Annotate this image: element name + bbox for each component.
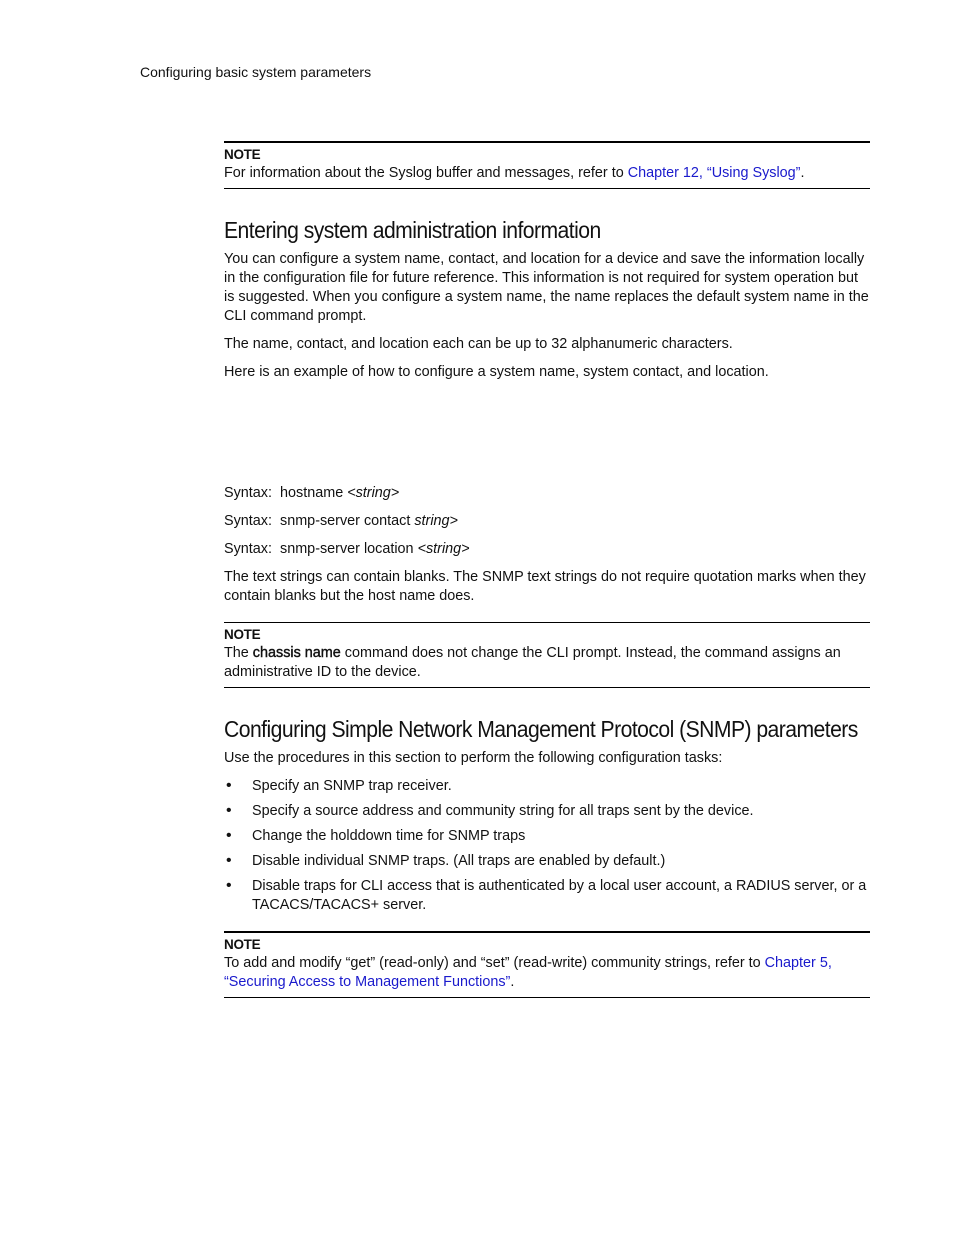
note-chassis-name (224, 622, 870, 688)
list-item (224, 827, 870, 846)
bullet-icon: • (226, 827, 232, 844)
note-text-before: For information about the Syslog buffer and messages, refer to (224, 165, 628, 181)
list-item-text: Specify an SNMP trap receiver. (252, 778, 452, 794)
syntax-snmp-contact (224, 512, 870, 531)
list-item-text: Specify a source address and community string for all traps sent by the device. (252, 803, 754, 819)
note-label: NOTE (224, 627, 261, 642)
syntax-arg: <string> (347, 485, 400, 501)
syntax-label: Syntax: (224, 541, 272, 557)
bullet-icon: • (226, 802, 232, 819)
list-item-text: Disable individual SNMP traps. (All traps are enabled by default.) (252, 853, 666, 869)
heading-snmp: Configuring Simple Network Management Protocol (SNMP) parameters (224, 716, 858, 742)
note-text (224, 644, 870, 682)
list-item (224, 852, 870, 871)
note-community-strings (224, 931, 870, 998)
note-syslog (224, 141, 870, 189)
syntax-label: Syntax: (224, 485, 272, 501)
note-bold-command: chassis name (252, 645, 341, 661)
note-label: NOTE (224, 937, 261, 952)
note-text-after: . (510, 974, 515, 990)
paragraph-example: Here is an example of how to configure a system name, system contact, and location. (224, 364, 769, 380)
link-chapter-5[interactable]: Chapter 5, “Securing Access to Management Functions” (224, 955, 832, 990)
note-text-before: To add and modify “get” (read-only) and “set” (read-write) community strings, refer to (224, 955, 765, 971)
syntax-label: Syntax: (224, 513, 272, 529)
syntax-arg: string> (414, 513, 458, 529)
note-label: NOTE (224, 147, 261, 162)
bullet-icon: • (226, 777, 232, 794)
list-item (224, 877, 870, 915)
heading-system-admin: Entering system administration information (224, 217, 601, 243)
note-text-after: . (800, 165, 805, 181)
task-list (224, 777, 870, 915)
list-item (224, 777, 870, 796)
syntax-arg: <string> (417, 541, 470, 557)
note-text (224, 164, 870, 183)
paragraph-length: The name, contact, and location each can be up to 32 alphanumeric characters. (224, 336, 733, 352)
running-header: Configuring basic system parameters (140, 64, 372, 80)
link-chapter-12[interactable]: Chapter 12, “Using Syslog” (627, 165, 801, 181)
bullet-icon: • (226, 852, 232, 869)
list-item (224, 802, 870, 821)
syntax-command: snmp-server contact (280, 513, 411, 529)
list-item-text: Change the holddown time for SNMP traps (252, 828, 526, 844)
page-content (224, 141, 870, 998)
syntax-command: hostname (280, 485, 344, 501)
paragraph-snmp-intro: Use the procedures in this section to perform the following configuration tasks: (224, 750, 723, 766)
syntax-snmp-location (224, 540, 870, 559)
paragraph-strings: The text strings can contain blanks. The SNMP text strings do not require quotation marks when they contain blanks but the host name does. (224, 569, 866, 604)
syntax-command: snmp-server location (280, 541, 414, 557)
note-text-before: The (224, 645, 253, 661)
list-item-text: Disable traps for CLI access that is authenticated by a local user account, a RADIUS server, or a TACACS/TACACS+ server. (252, 878, 867, 913)
syntax-hostname (224, 484, 870, 503)
paragraph-intro: You can configure a system name, contact, and location for a device and save the information locally in the configuration file for future reference. This information is not required for system operation but is suggested. When you configure a system name, the name replaces the default system name in the CLI command prompt. (224, 251, 869, 324)
note-text (224, 954, 870, 992)
bullet-icon: • (226, 877, 232, 894)
note-text-after: command does not change the CLI prompt. Instead, the command assigns an administrative ID to the device. (224, 645, 841, 680)
